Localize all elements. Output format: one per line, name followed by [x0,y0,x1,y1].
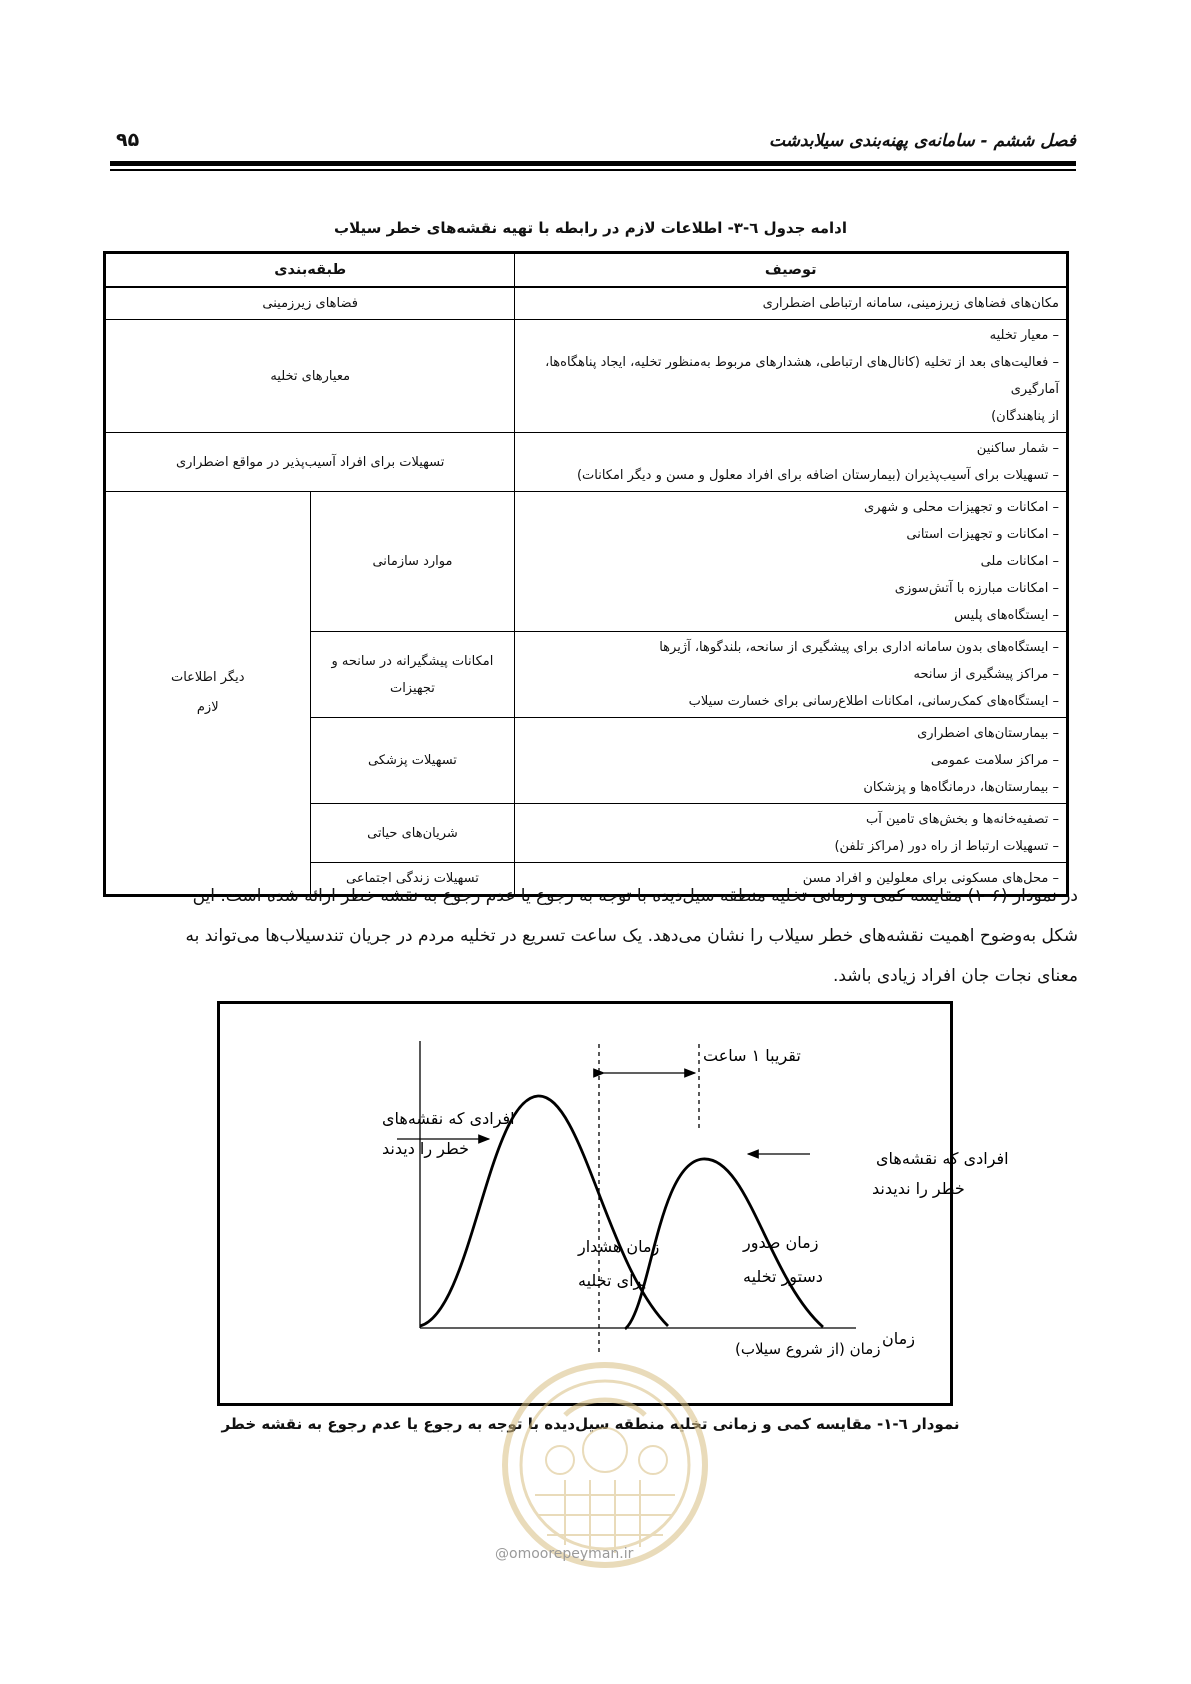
description-cell [515,804,1068,863]
subclassification-cell [310,632,515,718]
paragraph-line: در نمودار (۶–۱) مقایسه کمی و زمانی تخلیه منطقه سیل‌دیده با توجه به رجوع یا عدم رجوع به نقشه خطر ارائه شده است. این [192,886,1078,906]
description-cell [515,492,1068,632]
col-header-description: توصیف [515,253,1068,288]
description-line: – تصفیه‌خانه‌ها و بخش‌های تامین آب [866,812,1059,827]
watermark-site: @omoorepeyman.ir [495,1546,634,1562]
classification-cell: فضاهای زیرزمینی [105,287,515,320]
description-cell [515,287,1068,320]
description-line: – معیار تخلیه [989,328,1059,343]
subclassification-cell: تسهیلات زندگی اجتماعی [310,863,515,896]
description-line: – فعالیت‌های بعد از تخلیه (کانال‌های ارتباطی، هشدارهای مربوط به‌منظور تخلیه، ایجاد پناهگاه‌ها، آمارگیری [545,355,1059,397]
diagram-canvas [220,1004,1009,1403]
description-line: – امکانات و تجهیزات استانی [906,527,1059,542]
evac-order-label-line1: زمان صدور [743,1233,819,1252]
description-line: مکان‌های فضاهای زیرزمینی، سامانه ارتباطی اضطراری [762,296,1059,311]
subclassification-label: امکانات پیشگیرانه در سانحه و تجهیزات [331,653,494,696]
page-number: ۹۵ [116,129,140,151]
evac-order-label-line2: دستور تخلیه [743,1267,823,1286]
table-row [105,320,1068,433]
description-cell [515,433,1068,492]
saw-maps-label-line1: افرادی که نقشه‌های [382,1109,515,1128]
description-line: – ایستگاه‌های پلیس [954,608,1059,623]
subclassification-cell: شریان‌های حیاتی [310,804,515,863]
description-line: – امکانات مبارزه با آتش‌سوزی [894,581,1059,596]
not-saw-maps-label-line1: افرادی که نقشه‌های [876,1149,1009,1168]
subclassification-cell: موارد سازمانی [310,492,515,632]
flood-info-table [103,251,1069,897]
description-line: – شمار ساکنین [976,441,1059,456]
description-line: – امکانات و تجهیزات محلی و شهری [863,500,1059,515]
warning-time-label-line1: زمان هشدار [578,1237,660,1256]
description-line: – بیمارستان‌های اضطراری [917,726,1059,741]
chapter-title: فصل ششم - سامانه‌ی پهنه‌بندی سیلابدشت [769,131,1076,151]
table-row [105,433,1068,492]
description-line: – مراکز پیشگیری از سانحه [913,667,1059,682]
table-row [105,492,1068,632]
evacuation-diagram [217,1001,1009,1406]
body-paragraph [112,876,1078,996]
approx-interval-label: تقریبا ۱ ساعت [703,1046,801,1065]
description-line: – ایستگاه‌های کمک‌رسانی، امکانات اطلاع‌رسانی برای خسارت سیلاب [688,694,1059,709]
table-caption: ادامه جدول ٦-٣- اطلاعات لازم در رابطه با تهیه نقشه‌های خطر سیلاب [334,219,847,237]
description-line: – مراکز سلامت عمومی [930,753,1059,768]
subclassification-cell: تسهیلات پزشکی [310,718,515,804]
classification-cell: معیارهای تخلیه [105,320,515,433]
description-line: – تسهیلات برای آسیب‌پذیران (بیمارستان اضافه برای افراد معلول و مسن و دیگر امکانات) [576,468,1059,483]
description-line: – امکانات ملی [980,554,1059,569]
curve-saw-maps [420,1096,668,1326]
x-axis-label: زمان [882,1329,915,1348]
table-row [105,287,1068,320]
paragraph-line: معنای نجات جان افراد زیادی باشد. [832,966,1078,986]
watermark-seal [495,1355,715,1575]
description-cell [515,320,1068,433]
description-cell [515,632,1068,718]
group-label: دیگر اطلاعات لازم [170,670,245,715]
figure-caption: نمودار ٦-١- مقایسه کمی و زمانی تخلیه منطقه سیل‌دیده با توجه به رجوع یا عدم رجوع به نقشه خطر [221,1415,960,1433]
description-line: – محل‌های مسکونی برای معلولین و افراد مسن [802,871,1059,886]
x-axis-sublabel: زمان (از شروع سیلاب) [735,1340,881,1358]
paragraph-line: شکل به‌وضوح اهمیت نقشه‌های خطر سیلاب را نشان می‌دهد. یک ساعت تسریع در تخلیه مردم در جریان تندسیلاب‌ها می‌تواند به [185,926,1078,946]
page-header [110,125,1076,161]
not-saw-maps-label-line2: خطر را ندیدند [872,1179,965,1198]
warning-time-label-line2: برای تخلیه [578,1271,647,1290]
col-header-classification: طبقه‌بندی [105,253,515,288]
description-line: از پناهندگان) [991,409,1059,424]
header-rule-thin [110,169,1076,171]
classification-cell: تسهیلات برای افراد آسیب‌پذیر در مواقع اضطراری [105,433,515,492]
description-line: – ایستگاه‌های بدون سامانه اداری برای پیشگیری از سانحه، بلندگوها، آژیرها [659,640,1059,655]
description-line: – بیمارستان‌ها، درمانگاه‌ها و پزشکان [863,780,1059,795]
description-cell [515,718,1068,804]
saw-maps-label-line2: خطر را دیدند [382,1139,470,1158]
table-header-row [105,253,1068,288]
description-line: – تسهیلات ارتباط از راه دور (مراکز تلفن) [834,839,1059,854]
header-rule-thick [110,161,1076,166]
group-label-cell [105,492,311,896]
